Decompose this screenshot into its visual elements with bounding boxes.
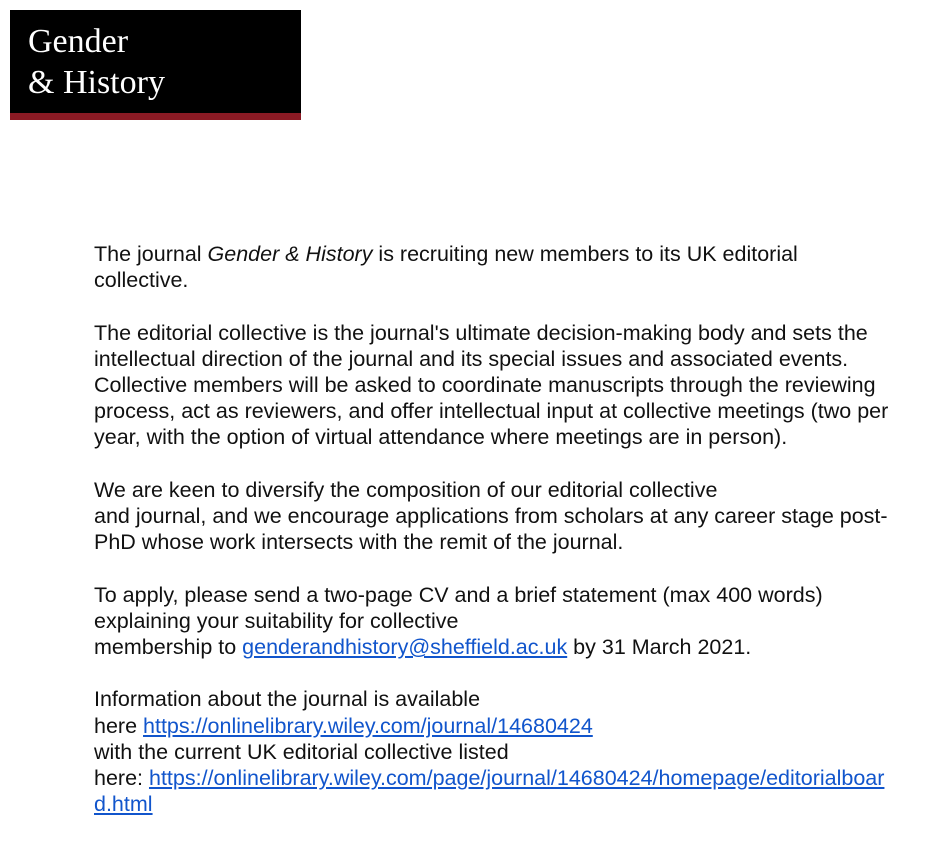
journal-link[interactable]: https://onlinelibrary.wiley.com/journal/14680424 (143, 713, 593, 738)
diversity-paragraph (94, 477, 894, 556)
announcement-body (94, 241, 894, 844)
logo-line-2: & History (28, 64, 165, 101)
info-line-4-pre: here: (94, 766, 149, 790)
journal-logo (10, 10, 301, 120)
apply-line-2-pre: membership to (94, 635, 243, 659)
apply-line-1: To apply, please send a two-page CV and a brief statement (max 400 words) explaining your suitability for collective (94, 582, 823, 633)
diversity-line-2: and journal, and we encourage applications from scholars at any career stage post-PhD whose work intersects with the remit of the journal. (94, 504, 888, 555)
intro-post: is recruiting new members to its UK editorial collective. (94, 242, 798, 293)
journal-title: Gender & History (207, 242, 373, 266)
info-line-2-pre: here (94, 713, 144, 738)
collective-description-paragraph: The editorial collective is the journal's ultimate decision-making body and sets the intellectual direction of the journal and its special issues and associated events. Collective members will be asked to coordinate manuscripts through the reviewing process, act as reviewers, and offer intellectual input at collective meetings (two per year, with the option of virtual attendance where meetings are in person). (94, 320, 889, 450)
info-line-1: Information about the journal is available (94, 687, 481, 712)
intro-pre: The journal (94, 242, 208, 266)
apply-line-2-post: by 31 March 2021. (567, 635, 752, 659)
email-link[interactable]: genderandhistory@sheffield.ac.uk (242, 635, 568, 659)
editorial-board-link[interactable]: https://onlinelibrary.wiley.com/page/journal/14680424/homepage/editorialboard.html (94, 766, 885, 817)
apply-paragraph (94, 582, 894, 661)
info-paragraph (94, 686, 894, 817)
info-line-3: with the current UK editorial collective listed (94, 739, 509, 764)
diversity-line-1: We are keen to diversify the composition of our editorial collective (94, 477, 718, 502)
logo-line-1: Gender (28, 23, 129, 60)
intro-paragraph (94, 241, 894, 293)
